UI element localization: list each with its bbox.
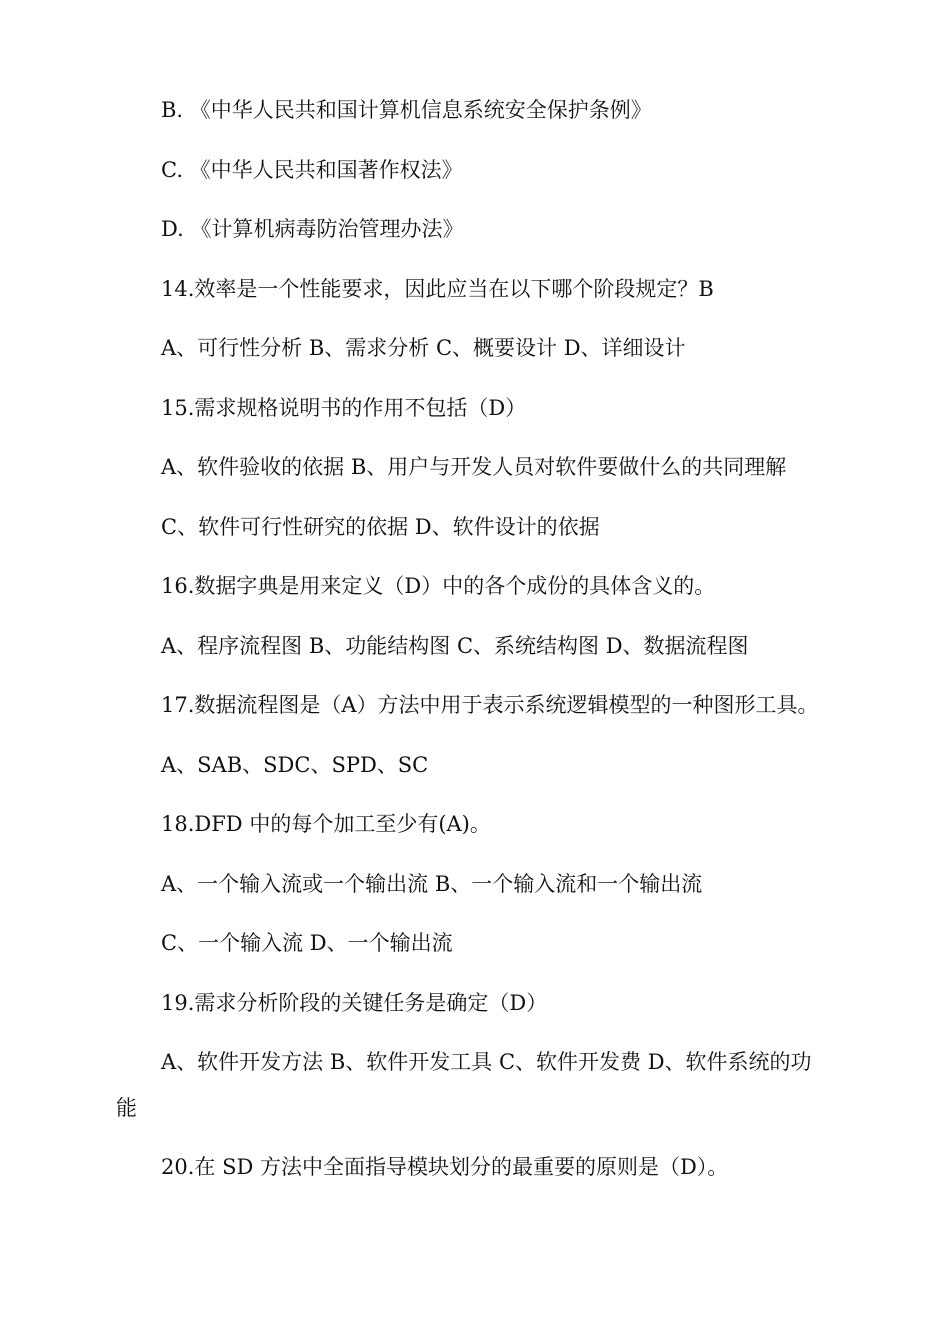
question-18-options-2: C、一个输入流 D、一个输出流: [161, 931, 453, 955]
option-d-virus-measures: D. 《计算机病毒防治管理办法》: [161, 217, 464, 241]
question-17: 17.数据流程图是（A）方法中用于表示系统逻辑模型的一种图形工具。: [161, 693, 819, 717]
question-14-options: A、可行性分析 B、需求分析 C、概要设计 D、详细设计: [161, 336, 686, 360]
question-18-options-1: A、一个输入流或一个输出流 B、一个输入流和一个输出流: [161, 872, 703, 896]
question-19-options-wrap: 能: [116, 1096, 137, 1120]
question-19: 19.需求分析阶段的关键任务是确定（D）: [161, 991, 548, 1015]
question-18: 18.DFD 中的每个加工至少有(A)。: [161, 812, 491, 836]
option-b-regulation: B. 《中华人民共和国计算机信息系统安全保护条例》: [161, 98, 652, 122]
question-19-options: A、软件开发方法 B、软件开发工具 C、软件开发费 D、软件系统的功: [161, 1050, 812, 1074]
question-15-options-1: A、软件验收的依据 B、用户与开发人员对软件要做什么的共同理解: [161, 455, 787, 479]
question-15: 15.需求规格说明书的作用不包括（D）: [161, 396, 527, 420]
question-17-options: A、SAB、SDC、SPD、SC: [161, 753, 429, 777]
question-14: 14.效率是一个性能要求，因此应当在以下哪个阶段规定？B: [161, 277, 714, 301]
question-15-options-2: C、软件可行性研究的依据 D、软件设计的依据: [161, 515, 600, 539]
question-20: 20.在 SD 方法中全面指导模块划分的最重要的原则是（D）。: [161, 1155, 729, 1179]
option-c-copyright-law: C. 《中华人民共和国著作权法》: [161, 158, 463, 182]
question-16-options: A、程序流程图 B、功能结构图 C、系统结构图 D、数据流程图: [161, 634, 749, 658]
question-16: 16.数据字典是用来定义（D）中的各个成份的具体含义的。: [161, 574, 716, 598]
